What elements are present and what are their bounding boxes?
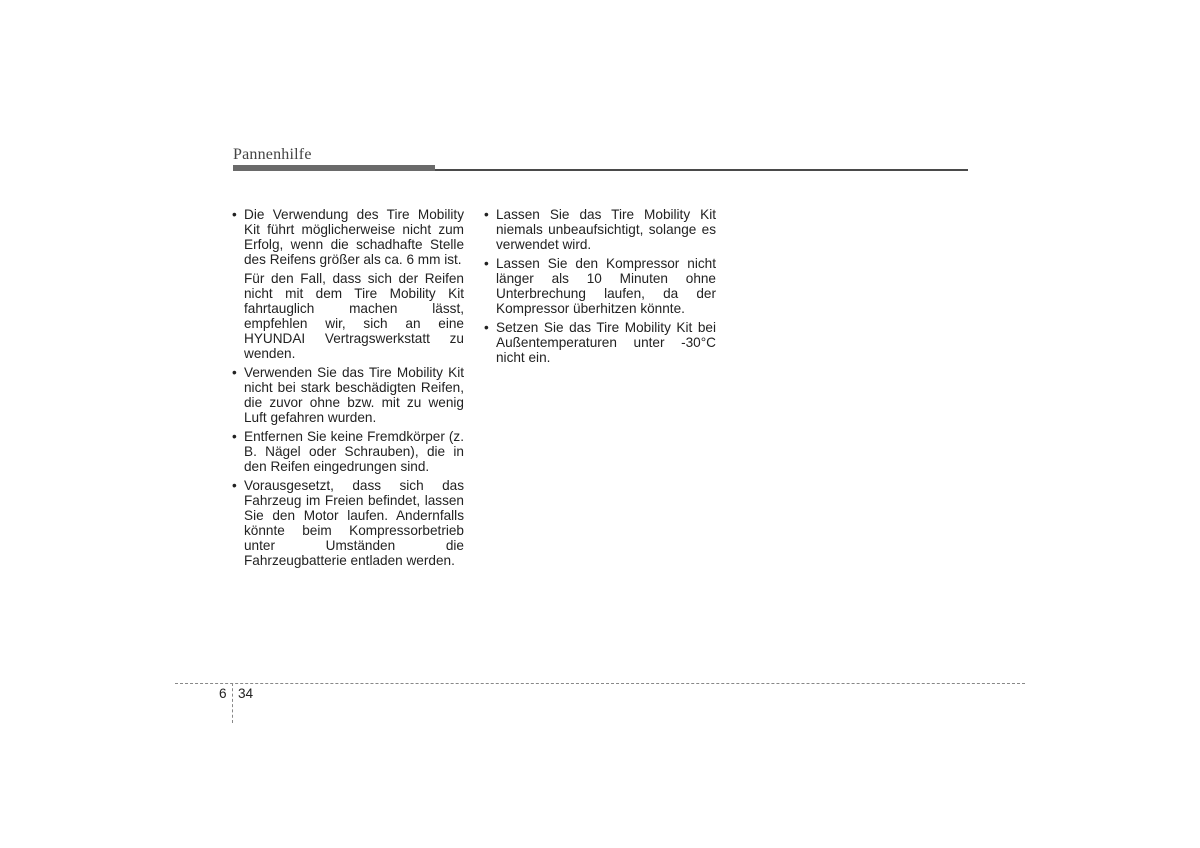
- list-item: [232, 365, 464, 425]
- bullet-icon: •: [232, 365, 237, 380]
- bullet-icon: •: [484, 207, 489, 222]
- footer-vertical-divider: [232, 683, 233, 723]
- list-item: [232, 207, 464, 267]
- right-column: [484, 207, 716, 369]
- list-item: [484, 207, 716, 252]
- list-item-text: Lassen Sie den Kompressor nicht länger als 10 Minuten ohne Unterbrechung laufen, da der Kompressor überhitzen könnte.: [496, 256, 716, 316]
- bullet-icon: •: [232, 207, 237, 222]
- list-item: [484, 256, 716, 316]
- list-item-text: Setzen Sie das Tire Mobility Kit bei Außentemperaturen unter -30°C nicht ein.: [496, 320, 716, 365]
- page-number: 34: [238, 686, 254, 701]
- header-rule: [435, 169, 968, 171]
- bullet-icon: •: [232, 478, 237, 493]
- list-item-text: Lassen Sie das Tire Mobility Kit niemals unbeaufsichtigt, solange es verwendet wird.: [496, 207, 716, 252]
- left-column: [232, 207, 464, 572]
- footer-dashed-rule: [175, 683, 1025, 684]
- list-item: [232, 478, 464, 568]
- list-item-subparagraph: Für den Fall, dass sich der Reifen nicht mit dem Tire Mobility Kit fahrtauglich machen lässt, empfehlen wir, sich an eine HYUNDAI Vertragswerkstatt zu wenden.: [244, 271, 464, 361]
- bullet-icon: •: [484, 320, 489, 335]
- list-item-text: Die Verwendung des Tire Mobility Kit führt möglicherweise nicht zum Erfolg, wenn die schadhafte Stelle des Reifens größer als ca. 6 mm ist.: [244, 207, 464, 267]
- page-header-title: Pannenhilfe: [233, 146, 312, 163]
- header-accent-bar: [233, 165, 435, 171]
- list-item-text: Entfernen Sie keine Fremdkörper (z. B. Nägel oder Schrauben), die in den Reifen eingedrungen sind.: [244, 429, 464, 474]
- list-item: [484, 320, 716, 365]
- bullet-icon: •: [484, 256, 489, 271]
- list-item: [232, 429, 464, 474]
- chapter-number: 6: [219, 686, 227, 701]
- list-item-text: Vorausgesetzt, dass sich das Fahrzeug im Freien befindet, lassen Sie den Motor laufen. Andernfalls könnte beim Kompressorbetrieb unter Umständen die Fahrzeugbatterie entladen werden.: [244, 478, 464, 568]
- bullet-icon: •: [232, 429, 237, 444]
- list-item-text: Verwenden Sie das Tire Mobility Kit nicht bei stark beschädigten Reifen, die zuvor ohne bzw. mit zu wenig Luft gefahren wurden.: [244, 365, 464, 425]
